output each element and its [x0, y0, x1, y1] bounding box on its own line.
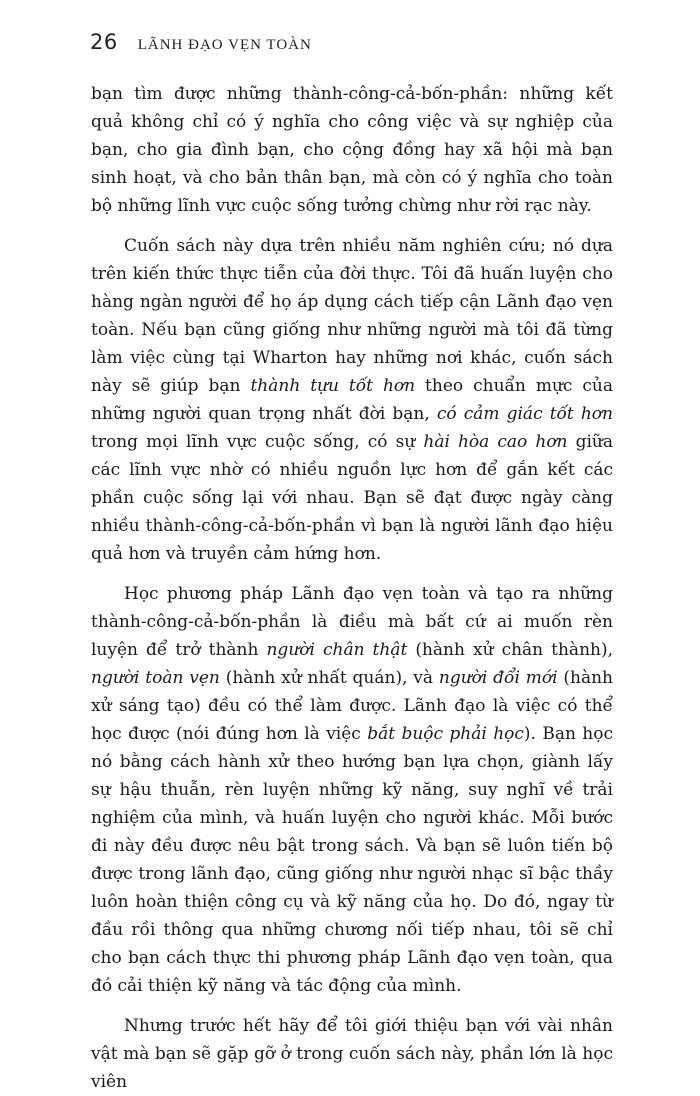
running-head: LÃNH ĐẠO VẸN TOÀN	[137, 37, 312, 53]
paragraph-3-emphasis: người đổi mới	[438, 668, 558, 688]
paragraph-2-segment: trong mọi lĩnh vực cuộc sống, có sự	[91, 432, 424, 452]
paragraph-3-segment: ). Bạn học nó bằng cách hành xử theo hướng bạn lựa chọn, giành lấy sự hậu thuẫn, rèn luyện những kỹ năng, suy nghĩ về trải nghiệm của mình, và huấn luyện cho người khác. Mỗi bước đi này đều được nêu bật trong sách. Và bạn sẽ luôn tiến bộ được trong lãnh đạo, cũng giống như người nhạc sĩ bậc thầy luôn hoàn thiện công cụ và kỹ năng của họ. Do đó, ngay từ đầu rồi thông qua những chương nối tiếp nhau, tôi sẽ chỉ cho bạn cách thực thi phương pháp Lãnh đạo vẹn toàn, qua đó cải thiện kỹ năng và tác động của mình.	[91, 724, 614, 996]
paragraph-3-segment: (hành xử nhất quán), và	[219, 668, 439, 688]
paragraph-3-emphasis: người toàn vẹn	[91, 668, 220, 688]
paragraph-1	[91, 80, 613, 220]
paragraph-2-emphasis: thành tựu tốt hơn	[250, 376, 416, 396]
body-text	[91, 80, 613, 1096]
paragraph-3-segment: Học phương pháp Lãnh đạo vẹn toàn và tạo ra những thành-công-cả-bốn-phần là điều mà bất cứ ai muốn rèn luyện để trở thành	[91, 584, 613, 660]
paragraph-2-emphasis: có cảm giác tốt hơn	[436, 404, 613, 424]
paragraph-2-emphasis: hài hòa cao hơn	[423, 432, 568, 452]
paragraph-3	[91, 580, 613, 1000]
page-number: 26	[90, 30, 118, 54]
paragraph-2-segment: theo chuẩn mực của những người quan trọng nhất đời bạn,	[91, 376, 614, 424]
paragraph-4-text: Nhưng trước hết hãy để tôi giới thiệu bạn với vài nhân vật mà bạn sẽ gặp gỡ ở trong cuốn sách này, phần lớn là học viên	[91, 1016, 613, 1092]
page-header	[90, 30, 312, 64]
paragraph-3-segment: (hành xử sáng tạo) đều có thể làm được. Lãnh đạo là việc có thể học được (nói đúng hơn là việc	[91, 668, 613, 744]
paragraph-1-text: bạn tìm được những thành-công-cả-bốn-phần: những kết quả không chỉ có ý nghĩa cho công việc và sự nghiệp của bạn, cho gia đình bạn, cho cộng đồng hay xã hội mà bạn sinh hoạt, và cho bản thân bạn, mà còn có ý nghĩa cho toàn bộ những lĩnh vực cuộc sống tưởng chừng như rời rạc này.	[91, 84, 613, 216]
paragraph-3-emphasis: bắt buộc phải học	[367, 724, 524, 744]
paragraph-3-emphasis: người chân thật	[266, 640, 408, 660]
paragraph-2-segment: giữa các lĩnh vực nhờ có nhiều nguồn lực hơn để gắn kết các phần cuộc sống lại với nhau. Bạn sẽ đạt được ngày càng nhiều thành-công-cả-bốn-phần vì bạn là người lãnh đạo hiệu quả hơn và truyền cảm hứng hơn.	[91, 432, 614, 564]
paragraph-3-segment: (hành xử chân thành),	[407, 640, 613, 660]
paragraph-2	[91, 232, 613, 568]
paragraph-2-segment: Cuốn sách này dựa trên nhiều năm nghiên cứu; nó dựa trên kiến thức thực tiễn của đời thực. Tôi đã huấn luyện cho hàng ngàn người để họ áp dụng cách tiếp cận Lãnh đạo vẹn toàn. Nếu bạn cũng giống như những người mà tôi đã từng làm việc cùng tại Wharton hay những nơi khác, cuốn sách này sẽ giúp bạn	[91, 236, 613, 396]
paragraph-4	[91, 1012, 613, 1096]
